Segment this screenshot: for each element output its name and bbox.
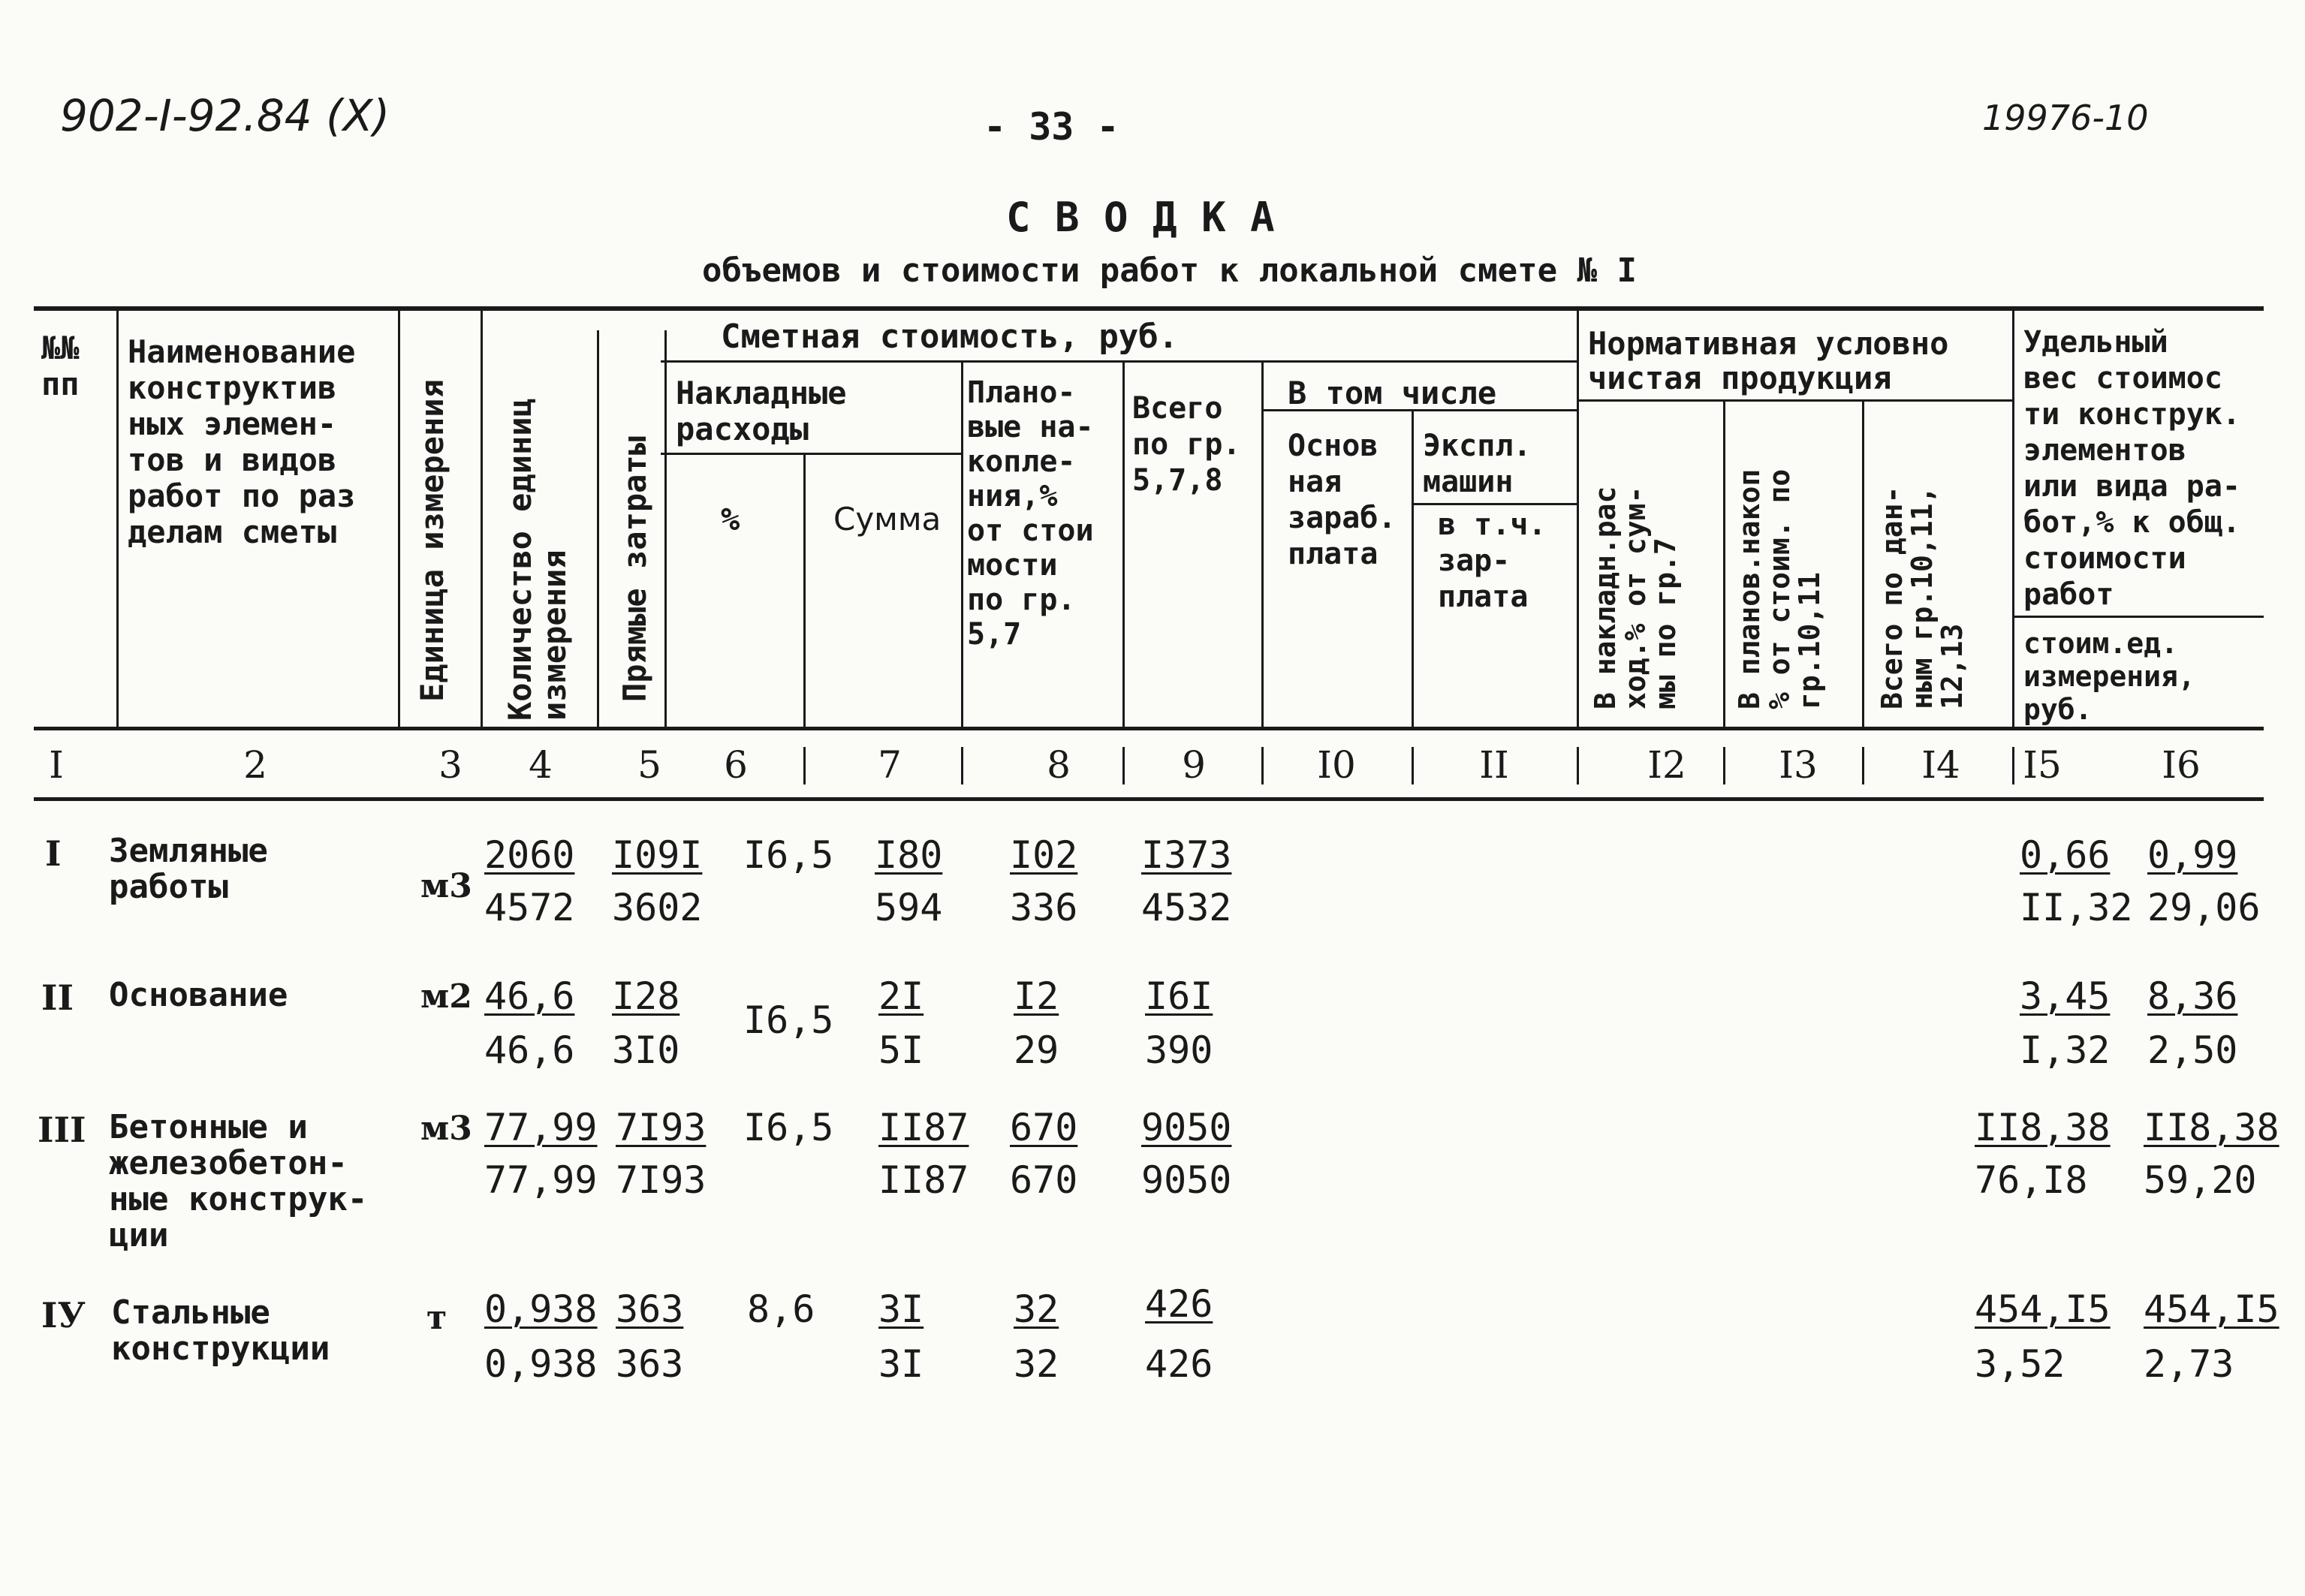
column-number: I6	[2162, 743, 2201, 787]
col15-top: 3,45	[2020, 974, 2111, 1018]
col15-bottom: 3,52	[1975, 1342, 2065, 1386]
page-title: С В О Д К А	[1006, 194, 1275, 241]
direct-bottom: 3I0	[612, 1028, 680, 1072]
row-unit: м2	[420, 977, 472, 1016]
column-number: 8	[1047, 743, 1071, 787]
column-number: 5	[637, 743, 661, 787]
col-rule	[398, 308, 400, 728]
col-rule	[2012, 308, 2014, 728]
col16-bottom: 2,73	[2144, 1342, 2234, 1386]
column-number: 7	[878, 743, 902, 787]
direct-top: 7I93	[616, 1106, 707, 1149]
header-machines-wage: в т.ч. зар- плата	[1438, 507, 1547, 614]
row-unit: м3	[420, 867, 472, 905]
planned-bottom: 670	[1010, 1158, 1078, 1202]
direct-top: I09I	[612, 833, 703, 877]
total-top: I6I	[1145, 974, 1213, 1018]
column-number: 3	[438, 743, 463, 787]
col-rule	[481, 308, 483, 728]
row-number: III	[38, 1110, 86, 1150]
col15-top: 454,I5	[1975, 1287, 2111, 1331]
col15-top: 0,66	[2020, 833, 2111, 877]
machines-rule	[1412, 503, 1577, 505]
page-number: - 33 -	[984, 105, 1119, 149]
col-rule	[961, 363, 963, 728]
col-rule	[664, 330, 667, 728]
archive-stamp: 19976-10	[1982, 98, 2149, 138]
row-number: IУ	[41, 1295, 86, 1336]
planned-top: 32	[1014, 1287, 1059, 1331]
overhead-sum-bottom: 3I	[878, 1342, 924, 1386]
overhead-pct: I6,5	[743, 1106, 834, 1149]
col16-bottom: 59,20	[2144, 1158, 2257, 1202]
total-top: 426	[1145, 1282, 1213, 1326]
column-number: II	[1479, 743, 1509, 787]
row-name: Бетонные и железобетон- ные конструк- ции	[109, 1108, 368, 1254]
direct-top: I28	[612, 974, 680, 1018]
column-number: I3	[1779, 743, 1818, 787]
col-rule	[1723, 402, 1725, 728]
colnum-rule	[2012, 747, 2014, 784]
header-unit: Единица измерения	[414, 379, 450, 702]
header-cost-group: Сметная стоимость, руб.	[721, 318, 1179, 356]
col16-top: 454,I5	[2144, 1287, 2279, 1331]
header-norm-b: В планов.накоп % от стоим. по гр.10,11	[1733, 468, 1826, 709]
total-bottom: 390	[1145, 1028, 1213, 1072]
col16-bottom: 29,06	[2147, 886, 2261, 929]
col15-bottom: I,32	[2020, 1028, 2111, 1072]
row-name: Земляные работы	[109, 832, 268, 906]
direct-bottom: 7I93	[616, 1158, 707, 1202]
overhead-sum-bottom: II87	[878, 1158, 969, 1202]
overhead-sum-bottom: 594	[875, 886, 943, 929]
total-bottom: 9050	[1141, 1158, 1232, 1202]
column-number: 4	[529, 743, 553, 787]
overhead-sum-top: I80	[875, 833, 943, 877]
header-num: №№ пп	[41, 330, 80, 402]
header-overhead: Накладные расходы	[676, 375, 847, 447]
qty-bottom: 77,99	[484, 1158, 598, 1202]
column-number: I2	[1647, 743, 1686, 787]
col-rule	[116, 308, 119, 728]
cost-group-rule	[661, 360, 1577, 363]
row-number: I	[45, 833, 62, 874]
colnum-rule	[961, 747, 963, 784]
col-rule	[1862, 402, 1864, 728]
overhead-pct: 8,6	[747, 1287, 815, 1331]
overhead-sum-top: 3I	[878, 1287, 924, 1331]
direct-top: 363	[616, 1287, 684, 1331]
direct-bottom: 363	[616, 1342, 684, 1386]
qty-top: 77,99	[484, 1106, 598, 1149]
column-number: I	[49, 743, 64, 787]
col-rule	[1577, 308, 1579, 728]
col16-top: II8,38	[2144, 1106, 2279, 1149]
header-name: Наименование конструктив ных элемен- тов и видов работ по раз делам сметы	[128, 333, 356, 550]
header-incl: В том числе	[1288, 375, 1497, 411]
row-number: II	[41, 977, 74, 1018]
qty-bottom: 46,6	[484, 1028, 575, 1072]
row-unit: м3	[420, 1110, 472, 1148]
col15-bottom: 76,I8	[1975, 1158, 2088, 1202]
header-wage: Основ ная зараб. плата	[1288, 429, 1397, 571]
colnum-rule	[1261, 747, 1264, 784]
qty-bottom: 0,938	[484, 1342, 598, 1386]
planned-top: I2	[1014, 974, 1059, 1018]
colnum-rule	[1122, 747, 1125, 784]
colnum-rule	[1412, 747, 1414, 784]
overhead-rule	[661, 453, 961, 455]
qty-bottom: 4572	[484, 886, 575, 929]
header-machines: Экспл. машин	[1423, 429, 1532, 499]
column-number: I0	[1317, 743, 1356, 787]
document-code: 902-I-92.84 (X)	[60, 90, 390, 141]
header-overhead-pct: %	[721, 501, 740, 538]
col16-bottom: 2,50	[2147, 1028, 2238, 1072]
planned-bottom: 32	[1014, 1342, 1059, 1386]
col16-top: 8,36	[2147, 974, 2238, 1018]
column-number: 2	[243, 743, 267, 787]
colnum-bottom-rule	[34, 797, 2264, 801]
header-direct: Прямые затраты	[616, 435, 653, 702]
direct-bottom: 3602	[612, 886, 703, 929]
total-bottom: 4532	[1141, 886, 1232, 929]
header-norm-group: Нормативная условно чистая продукция	[1588, 325, 1949, 396]
column-number: 6	[724, 743, 748, 787]
header-spec-group: Удельный вес стоимос ти конструк. элементов или вида ра- бот,% к общ. стоимости работ	[2023, 325, 2240, 612]
planned-bottom: 336	[1010, 886, 1078, 929]
overhead-pct: I6,5	[743, 833, 834, 877]
table-top-rule	[34, 306, 2264, 311]
norm-group-rule	[1577, 399, 2012, 402]
header-spec-unit: стоим.ед. измерения, руб.	[2023, 627, 2195, 726]
planned-top: 670	[1010, 1106, 1078, 1149]
column-number: I4	[1921, 743, 1960, 787]
column-number: I5	[2023, 743, 2062, 787]
header-bottom-rule	[34, 727, 2264, 730]
overhead-sum-top: II87	[878, 1106, 969, 1149]
overhead-sum-bottom: 5I	[878, 1028, 924, 1072]
colnum-rule	[803, 747, 806, 784]
col16-top: 0,99	[2147, 833, 2238, 877]
col-rule	[597, 330, 599, 728]
qty-top: 2060	[484, 833, 575, 877]
header-qty: Количество единиц измерения	[502, 398, 573, 721]
overhead-pct: I6,5	[743, 998, 834, 1042]
planned-bottom: 29	[1014, 1028, 1059, 1072]
header-planned: Плано- вые на- копле- ния,% от стои мости по гр. 5,7	[967, 375, 1094, 652]
colnum-rule	[1577, 747, 1579, 784]
header-overhead-sum: Сумма	[833, 501, 942, 538]
row-name: Стальные конструкции	[111, 1293, 330, 1368]
header-norm-c: Всего по дан- ным гр.10,11, 12,13	[1876, 486, 1969, 709]
page-subtitle: объемов и стоимости работ к локальной смете № I	[702, 251, 1638, 290]
colnum-rule	[1862, 747, 1864, 784]
total-bottom: 426	[1145, 1342, 1213, 1386]
spec-rule	[2012, 616, 2264, 618]
header-total: Всего по гр. 5,7,8	[1132, 391, 1241, 498]
col-rule	[1122, 363, 1125, 728]
total-top: 9050	[1141, 1106, 1232, 1149]
row-unit: т	[426, 1299, 447, 1337]
col-rule	[803, 454, 806, 728]
column-number: 9	[1182, 743, 1206, 787]
header-norm-a: В накладн.рас ход.% от сум- мы по гр.7	[1589, 486, 1682, 709]
col-rule	[1412, 411, 1414, 728]
planned-top: I02	[1010, 833, 1078, 877]
overhead-sum-top: 2I	[878, 974, 924, 1018]
qty-top: 46,6	[484, 974, 575, 1018]
qty-top: 0,938	[484, 1287, 598, 1331]
row-name: Основание	[109, 976, 288, 1014]
colnum-rule	[1723, 747, 1725, 784]
col15-bottom: II,32	[2020, 886, 2133, 929]
col-rule	[1261, 363, 1264, 728]
col15-top: II8,38	[1975, 1106, 2111, 1149]
total-top: I373	[1141, 833, 1232, 877]
